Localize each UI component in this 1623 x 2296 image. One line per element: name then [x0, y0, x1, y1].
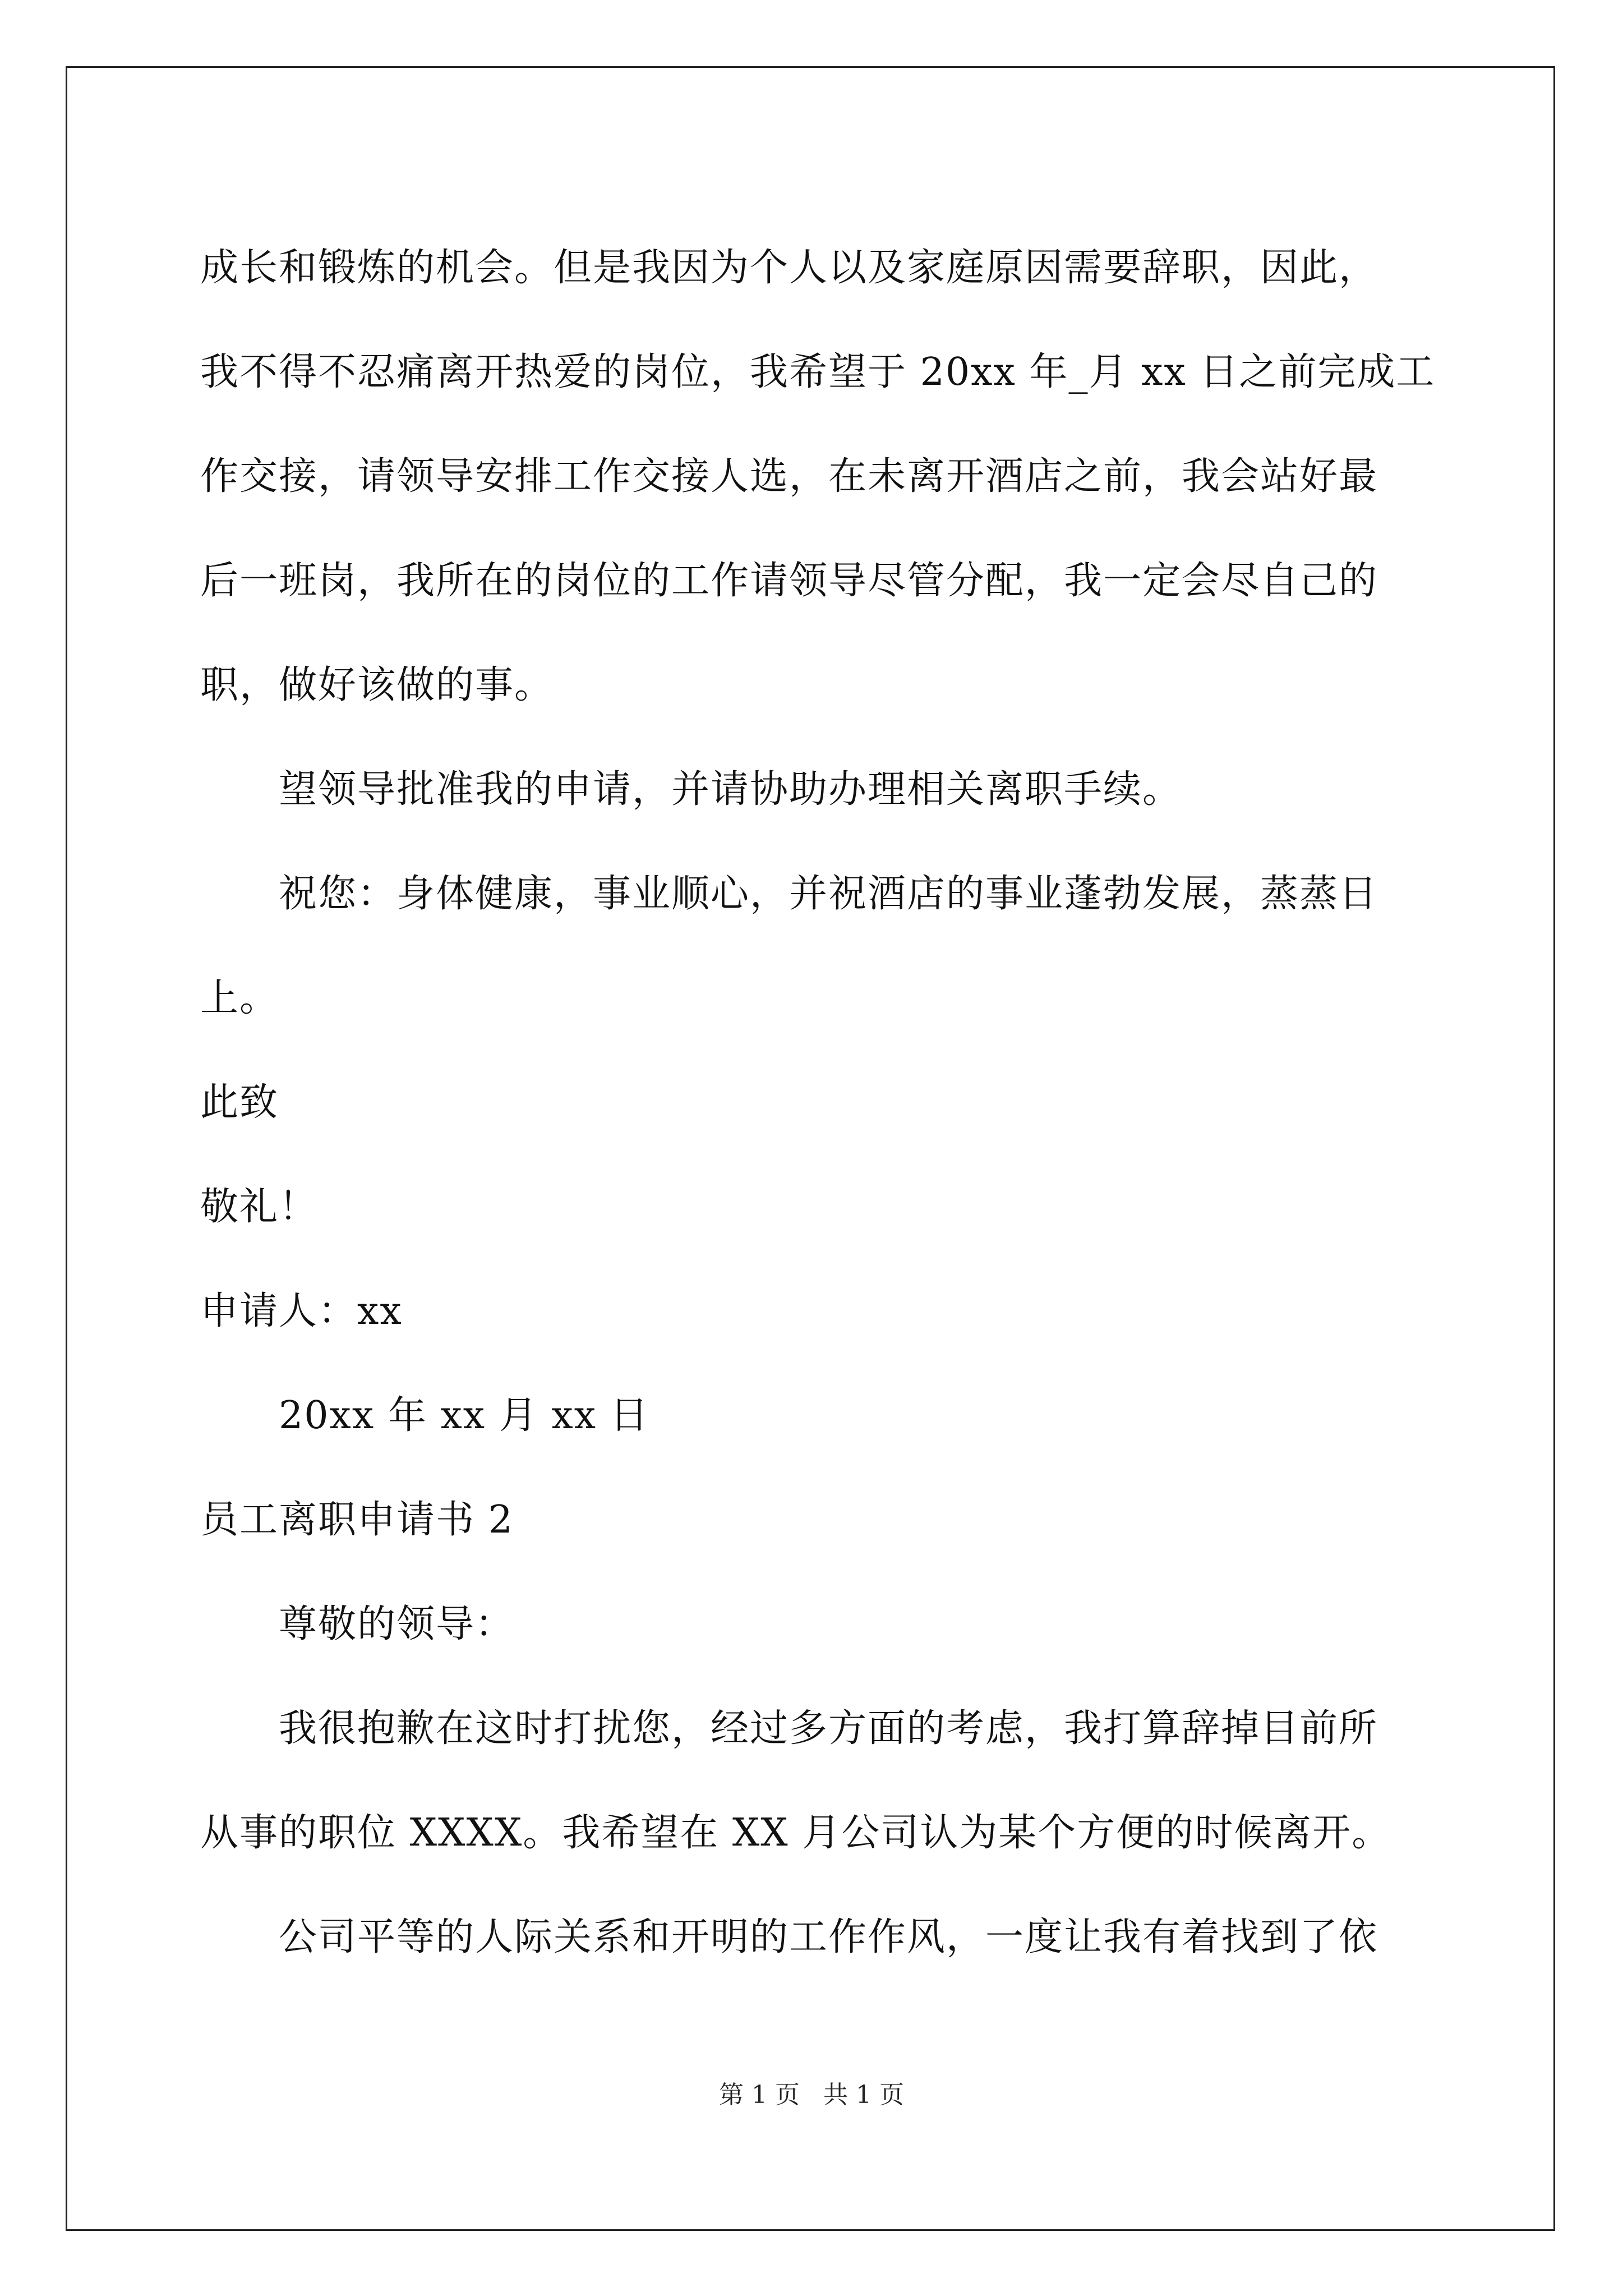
salutation: 敬礼！: [200, 1185, 319, 1229]
greeting: 尊敬的领导：: [279, 1602, 515, 1646]
letter-date: 20xx 年 xx 月 xx 日: [279, 1393, 649, 1438]
body-line: 望领导批准我的申请，并请协助办理相关离职手续。: [279, 767, 1182, 812]
body-line: 从事的职位 XXXX。我希望在 XX 月公司认为某个方便的时候离开。: [200, 1811, 1391, 1855]
closing-phrase: 此致: [200, 1080, 279, 1125]
body-line: 祝您：身体健康，事业顺心，并祝酒店的事业蓬勃发展，蒸蒸日: [279, 872, 1378, 916]
section-title: 员工离职申请书 2: [200, 1498, 514, 1542]
body-line: 成长和锻炼的机会。但是我因为个人以及家庭原因需要辞职，因此，: [200, 246, 1378, 290]
body-line: 职，做好该做的事。: [200, 663, 554, 707]
body-line: 公司平等的人际关系和开明的工作作风，一度让我有着找到了依: [279, 1915, 1378, 1959]
body-line: 我不得不忍痛离开热爱的岗位，我希望于 20xx 年_月 xx 日之前完成工: [200, 350, 1436, 394]
page-footer: 第 1 页 共 1 页: [719, 2081, 904, 2109]
document-body: [200, 216, 1434, 1990]
applicant-signature: 申请人：xx: [200, 1289, 403, 1333]
body-line: 上。: [200, 976, 279, 1020]
body-line: 我很抱歉在这时打扰您，经过多方面的考虑，我打算辞掉目前所: [279, 1706, 1378, 1751]
body-line: 后一班岗，我所在的岗位的工作请领导尽管分配，我一定会尽自己的: [200, 559, 1378, 603]
body-line: 作交接，请领导安排工作交接人选，在未离开酒店之前，我会站好最: [200, 454, 1378, 499]
